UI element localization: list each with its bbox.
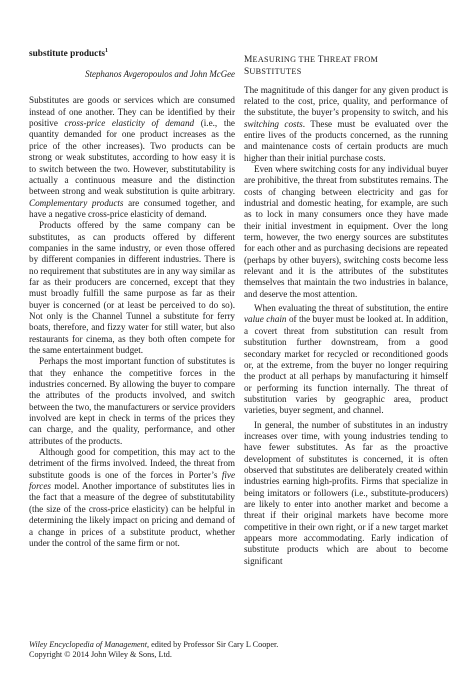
term-value-chain: value chain — [244, 314, 287, 325]
term-five-forces: five forces — [29, 469, 235, 492]
page-footer — [29, 640, 449, 660]
left-paragraph-2: Products offered by the same company can be substitutes, as can products offered by different companies in the same industry, or even those offered by different companies in different industries. There is no requirement that substitutes are in any way similar as far as their producers are concerned, except that they must broadly fulfill the same purpose as far as their buyer is concerned (or at least be perceived to do so). Not only is the Channel Tunnel a substitute for ferry boats, therefore, and fizzy water for still water, but also restaurants for cinema, as they both often compete for the same entertainment budget. — [29, 220, 235, 355]
right-paragraph-4: In general, the number of substitutes in an industry increases over time, with young industries tending to have fewer substitutes. As far as the proactive development of substitutes is concerned, it is often observed that substitutes are deliberately created within industries earning high-profits. Firms that specialize in being imitators or followers (i.e., substitute-producers) are likely to enter into another market and become a threat if their original markets have become more competitive in their own right, or if a new target market appears more accommodating. Early indication of substitute products which are about to become significant — [244, 419, 448, 566]
term-switching-costs: switching costs — [244, 118, 303, 129]
section-heading: MEASURING THE THREAT FROM SUBSTITUTES — [244, 55, 379, 78]
left-paragraph-3: Perhaps the most important function of substitutes is that they enhance the competitive forces in the industries concerned. By allowing the buyer to compare the attributes of the products involved, and switch between the two, the manufacturers or service providers involved are kept in check in terms of the prices they can charge, and the quality, performance, and other attributes of the products. — [29, 356, 235, 446]
right-paragraph-3: When evaluating the threat of substitution, the entire value chain of the buyer must be looked at. In addition, a covert threat from substitution can result from substitution further downstream, from a good secondary market for recycled or reconditioned goods or, at the extreme, from the buyer no longer requiring the product at all perhaps by manufacturing it himself or performing its function internally. The threat of substitution varies by geographic area, product varieties, buyer segment, and channel. — [244, 303, 448, 416]
right-paragraph-2: Even where switching costs for any individual buyer are prohibitive, the threat from substitutes remains. The costs of changing between electricity and gas for industrial and domestic heating, for example, are such as to lock in many consumers once they have made their initial investment in equipment. Over the long term, however, the two energy sources are substitutes for each other and as purchasing decisions are repeated (perhaps by other buyers), switching costs become less relevant and it is the attributes of the substitutes themselves that maintain the two industries in balance, and deserve the most attention. — [244, 164, 448, 299]
term-cross-price-elasticity: cross-price elasticity of demand — [64, 118, 195, 129]
term-complementary-products: Complementary products — [29, 197, 124, 208]
right-column — [244, 54, 448, 567]
entry-title-footnote-marker: 1 — [105, 48, 109, 54]
right-paragraph-1: The magnititude of this danger for any given product is related to the cost, price, quality, and performance of the substitute, the buyer’s propensity to switch, and his switching costs. These must be evaluated over the entire lives of the products concerned, as the running and maintenance costs of certain products are much higher than their initial purchase costs. — [244, 84, 448, 163]
footer-copyright: Copyright © 2014 John Wiley & Sons, Ltd. — [29, 650, 172, 660]
entry-title-text: substitute products — [29, 49, 106, 60]
left-column — [29, 46, 235, 549]
footer-citation: Wiley Encyclopedia of Management, edited by Professor Sir Cary L Cooper. — [29, 640, 279, 649]
left-paragraph-4: Although good for competition, this may act to the detriment of the firms involved. Indeed, the threat from substitute goods is one of the forces in Porter’s five forces model. Another importance of substitutes lies in the fact that a measure of the degree of substitutability (the size of the cross-price elasticity) can be helpful in determining the likely impact on pricing and demand of a change in prices of a substitute product, whether under the control of the same firm or not. — [29, 447, 235, 548]
left-paragraph-1: Substitutes are goods or services which are consumed instead of one another. They can be identified by their positive cross-price elasticity of demand (i.e., the quantity demanded for one product increases as the price of the other increases). Two products can be strong or weak substitutes, according to how easy it is to switch between the two. However, substitutability is actually a continuous measure and the distinction between strong and weak substitution is quite arbitrary. Complementary products are consumed together, and have a negative cross-price elasticity of demand. — [29, 95, 235, 219]
footer-book-title: Wiley Encyclopedia of Management — [29, 640, 147, 649]
entry-authors: Stephanos Avgeropoulos and John McGee — [85, 69, 235, 80]
entry-title — [29, 46, 235, 60]
